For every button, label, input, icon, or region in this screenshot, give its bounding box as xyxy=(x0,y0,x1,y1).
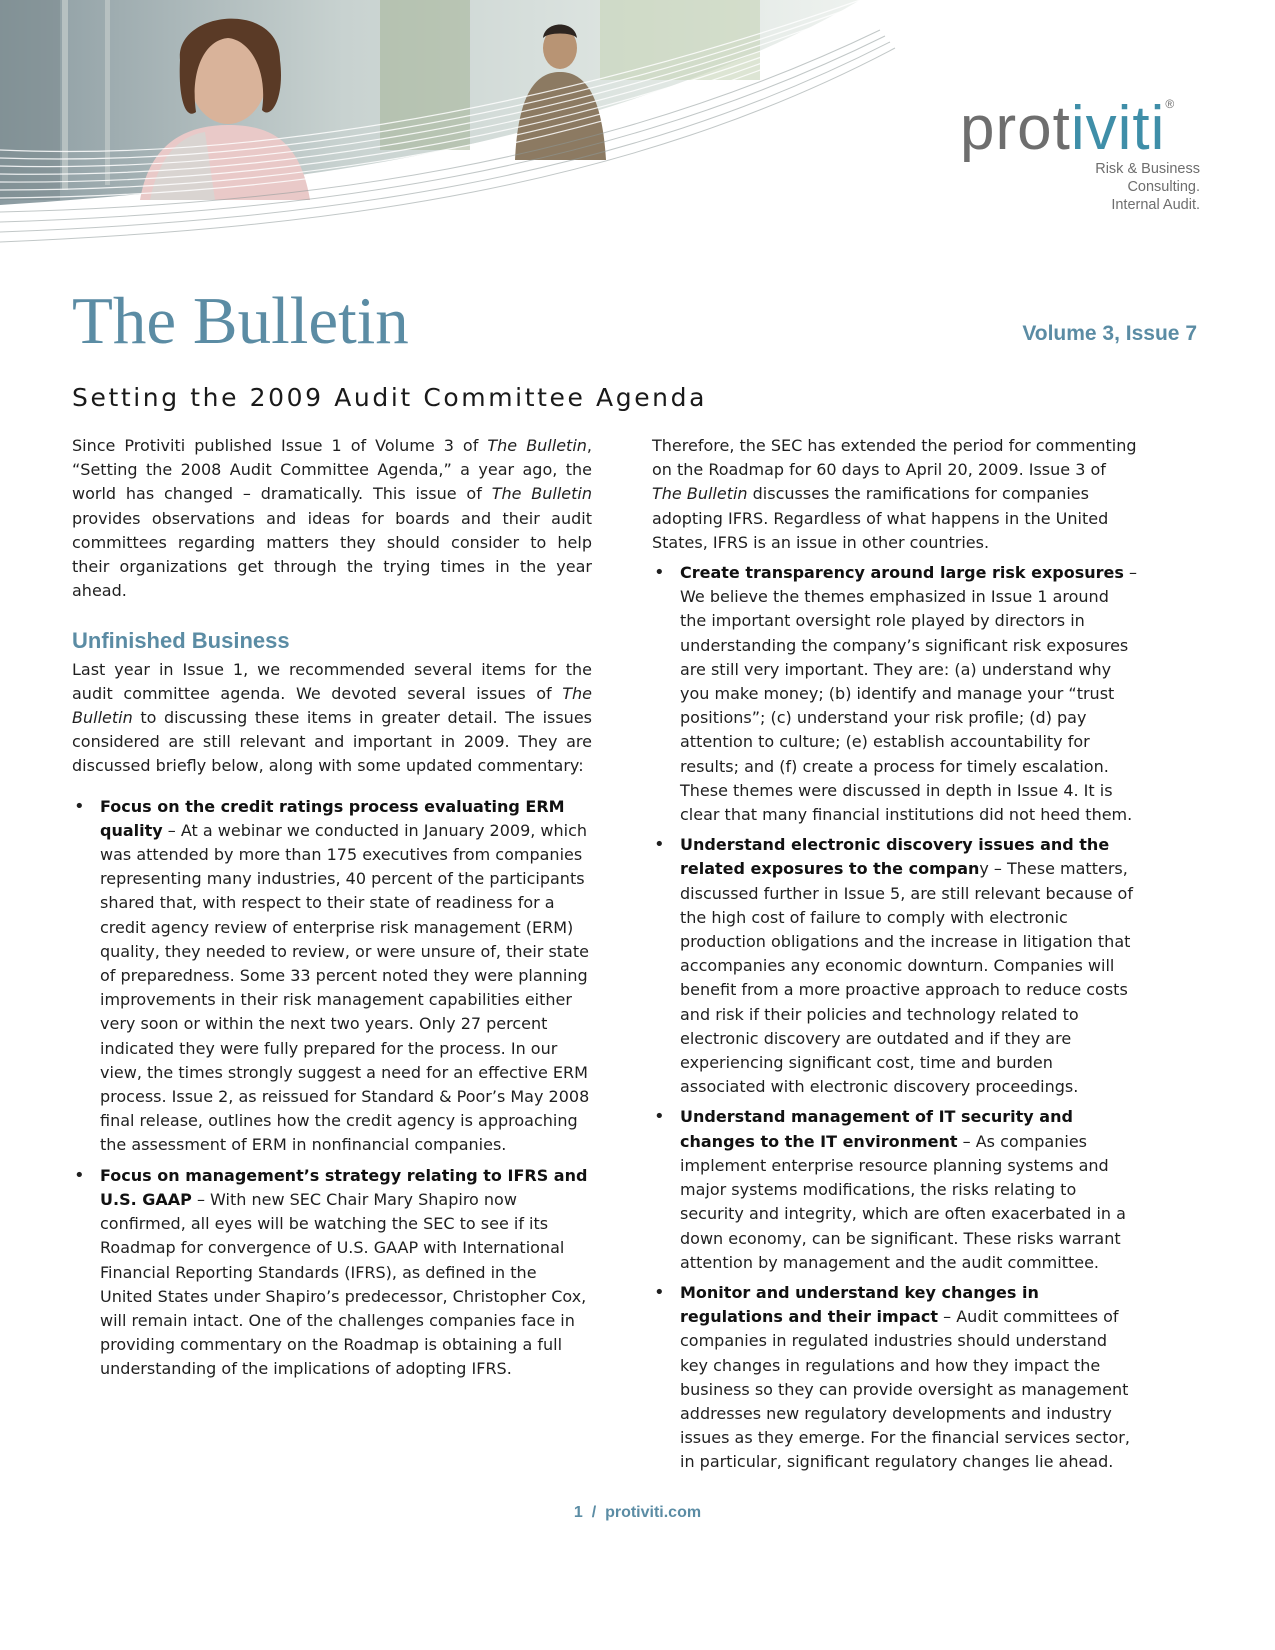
right-column xyxy=(652,434,1140,1481)
tagline-line-1: Risk & Business Consulting. xyxy=(1095,161,1200,195)
newsletter-title: The Bulletin xyxy=(72,284,409,358)
list-item: • Understand electronic discovery issues and the related exposures to the company – These matters, discussed further in Issue 5, are still relevant because of the high cost of failure to comply with electronic production obligations and the increase in litigation that accompanies any economic downturn. Companies will benefit from a more proactive approach to reduce costs and risk if their policies and technology related to electronic discovery are outdated and if they are experiencing significant cost, time and burden associated with electronic discovery proceedings. xyxy=(652,833,1140,1099)
left-column xyxy=(72,434,592,1388)
logo-tagline xyxy=(1020,160,1200,214)
intro-paragraph: Since Protiviti published Issue 1 of Volume 3 of The Bulletin, “Setting the 2008 Audit Committee Agenda,” a year ago, the world has changed – dramatically. This issue of The Bulletin provides observations and ideas for boards and their audit committees regarding matters they should consider to help their organizations get through the trying times in the year ahead. xyxy=(72,436,592,601)
left-bullet-list xyxy=(72,795,592,1382)
volume-issue: Volume 3, Issue 7 xyxy=(1022,322,1197,345)
list-item: • Create transparency around large risk exposures – We believe the themes emphasized in Issue 1 around the important oversight role played by directors in understanding the company’s significant risk exposures are still very important. They are: (a) understand why you make money; (b) identify and manage your “trust positions”; (c) understand your risk profile; (d) pay attention to culture; (e) establish accountability for results; and (f) create a process for timely escalation. These themes were discussed in depth in Issue 4. It is clear that many financial institutions did not heed them. xyxy=(652,561,1140,827)
right-bullet-list xyxy=(652,561,1140,1475)
section-heading: Unfinished Business xyxy=(72,628,290,654)
article-headline: Setting the 2009 Audit Committee Agenda xyxy=(72,383,708,412)
list-item: • Focus on management’s strategy relating to IFRS and U.S. GAAP – With new SEC Chair Mary Shapiro now confirmed, all eyes will be watching the SEC to see if its Roadmap for convergence of U.S. GAAP with International Financial Reporting Standards (IFRS), as defined in the United States under Shapiro’s predecessor, Christopher Cox, will remain intact. One of the challenges companies face in providing commentary on the Roadmap is obtaining a full understanding of the implications of adopting IFRS. xyxy=(72,1164,592,1382)
continued-paragraph: Therefore, the SEC has extended the period for commenting on the Roadmap for 60 days to April 20, 2009. Issue 3 of The Bulletin discusses the ramifications for companies adopting IFRS. Regardless of what happens in the United States, IFRS is an issue in other countries. xyxy=(652,436,1137,552)
logo-wordmark: protiviti® xyxy=(960,94,1176,163)
list-item: • Focus on the credit ratings process evaluating ERM quality – At a webinar we conducted in January 2009, which was attended by more than 175 executives from companies representing many industries, 40 percent of the participants shared that, with respect to their state of readiness for a credit agency review of enterprise risk management (ERM) quality, they needed to review, or were unsure of, their state of preparedness. Some 33 percent noted they were planning improvements in their risk management capabilities either very soon or within the next two years. Only 27 percent indicated they were fully prepared for the process. In our view, the times strongly suggest a need for an effective ERM process. Issue 2, as reissued for Standard & Poor’s May 2008 final release, outlines how the credit agency is approaching the assessment of ERM in nonfinancial companies. xyxy=(72,795,592,1158)
list-item: • Understand management of IT security and changes to the IT environment – As companies implement enterprise resource planning systems and major systems modifications, the risks relating to security and integrity, which are often exacerbated in a down economy, can be significant. These risks warrant attention by management and the audit committee. xyxy=(652,1105,1140,1274)
page-number: 1 xyxy=(573,1504,583,1521)
page-footer xyxy=(0,1504,1275,1522)
section-paragraph: Last year in Issue 1, we recommended several items for the audit committee agenda. We devoted several issues of The Bulletin to discussing these items in greater detail. The issues considered are still relevant and important in 2009. They are discussed briefly below, along with some updated commentary: xyxy=(72,659,592,776)
footer-separator: / xyxy=(591,1504,597,1521)
footer-link[interactable]: protiviti.com xyxy=(605,1504,702,1521)
list-item: • Monitor and understand key changes in regulations and their impact – Audit committees of companies in regulated industries should understand key changes in regulations and how they impact the business so they can provide oversight as management addresses new regulatory developments and industry issues as they emerge. For the financial services sector, in particular, significant regulatory changes lie ahead. xyxy=(652,1281,1140,1475)
tagline-line-2: Internal Audit. xyxy=(1111,197,1200,213)
protiviti-logo xyxy=(960,94,1220,213)
